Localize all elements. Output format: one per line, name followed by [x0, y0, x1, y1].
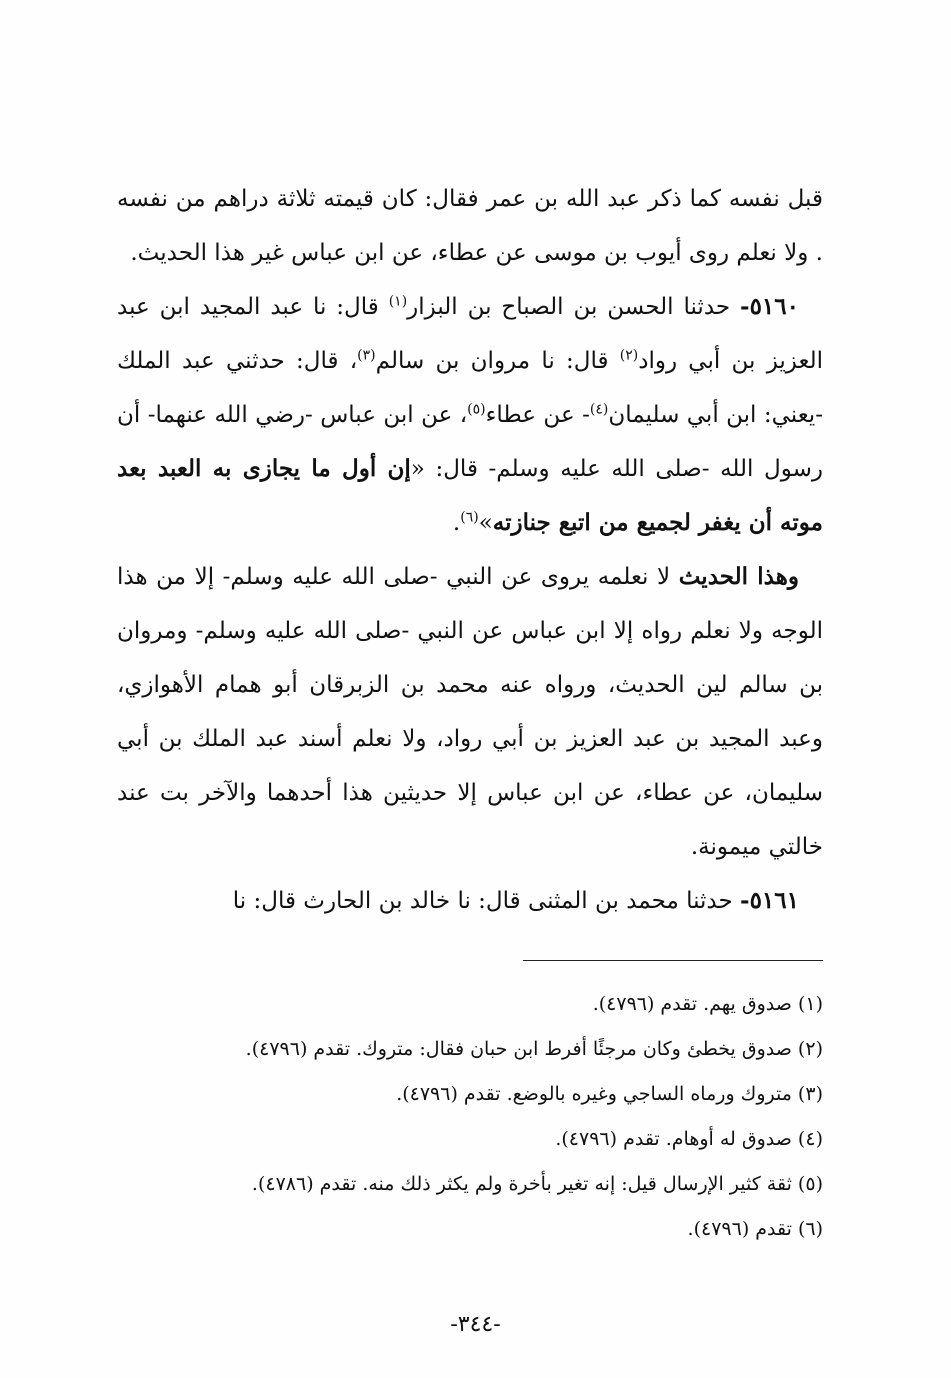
page-number: -٣٤٤- [450, 1312, 501, 1337]
footnote-ref-5: (٥) [467, 401, 486, 418]
hadith-text: ، عن ابن عباس -رضي الله عنهما- أن رسول الله -صلى الله عليه وسلم- قال: « [117, 402, 823, 482]
hadith-text: قال: نا عبد المجيد ابن عبد العزيز بن أبي رواد [117, 294, 823, 374]
footnote-ref-4: (٤) [589, 401, 609, 418]
paragraph-continuation: قبل نفسه كما ذكر عبد الله بن عمر فقال: كان قيمته ثلاثة دراهم من نفسه . ولا نعلم روى أيوب بن موسى عن عطاء، عن ابن عباس غير هذا الحديث. [117, 186, 823, 266]
hadith-text: ، قال: حدثني عبد الملك -يعني: ابن أبي سليمان [117, 348, 823, 428]
footnote-6: (٦) تقدم (٤٧٩٦). [687, 1218, 823, 1240]
hadith-text: حدثنا الحسن بن الصباح بن البزار [407, 294, 741, 320]
commentary-text: لا نعلمه يروى عن النبي -صلى الله عليه وسلم- إلا من هذا الوجه ولا نعلم رواه إلا ابن عباس عن النبي -صلى الله عليه وسلم- ومروان بن سالم لين الحديث، ورواه عنه محمد بن الزبرقان أبو همام الأهوازي، وعبد المجيد بن عبد العزيز بن أبي رواد، ولا نعلم أسند عبد الملك بن أبي سليمان، عن عطاء، عن ابن عباس إلا حديثين هذا أحدهما والآخر بت عند خالتي ميمونة. [117, 564, 824, 860]
hadith-5161 [117, 874, 823, 928]
hadith-text: . [452, 510, 461, 536]
footnote-3: (٣) متروك ورماه الساجي وغيره بالوضع. تقدم (٤٧٩٦). [396, 1083, 823, 1105]
footnote-ref-2: (٢) [619, 347, 639, 364]
footnote-5: (٥) ثقة كثير الإرسال قيل: إنه تغير بأخرة ولم يكثر ذلك منه. تقدم (٤٧٨٦). [251, 1173, 823, 1195]
main-text-body [117, 172, 823, 928]
hadith-number: ٥١٦٠- [740, 293, 799, 320]
hadith-text: حدثنا محمد بن المثنى قال: نا خالد بن الحارث قال: نا [232, 888, 741, 914]
hadith-text: » [478, 510, 493, 536]
footnote-divider [523, 960, 823, 961]
hadith-5160 [117, 280, 823, 550]
footnote-1: (١) صدوق يهم. تقدم (٤٧٩٦). [592, 993, 823, 1015]
footnote-ref-6: (٦) [460, 509, 479, 526]
hadith-matn: إن أول ما يجازى به العبد بعد موته أن يغفر لجميع من اتبع جنازته [117, 455, 823, 536]
footnote-2: (٢) صدوق يخطئ وكان مرجئًا أفرط ابن حبان فقال: متروك. تقدم (٤٧٩٦). [245, 1038, 823, 1060]
hadith-text: - عن عطاء [485, 402, 590, 428]
footnotes [117, 982, 823, 1252]
commentary-paragraph [117, 550, 823, 874]
commentary-lead: وهذا الحديث [678, 563, 799, 590]
footnote-ref-3: (٣) [357, 347, 376, 364]
hadith-number: ٥١٦١- [740, 887, 799, 914]
hadith-text: قال: نا مروان بن سالم [375, 348, 620, 374]
footnote-ref-1: (١) [388, 293, 408, 310]
footnote-4: (٤) صدوق له أوهام. تقدم (٤٧٩٦). [555, 1128, 823, 1150]
